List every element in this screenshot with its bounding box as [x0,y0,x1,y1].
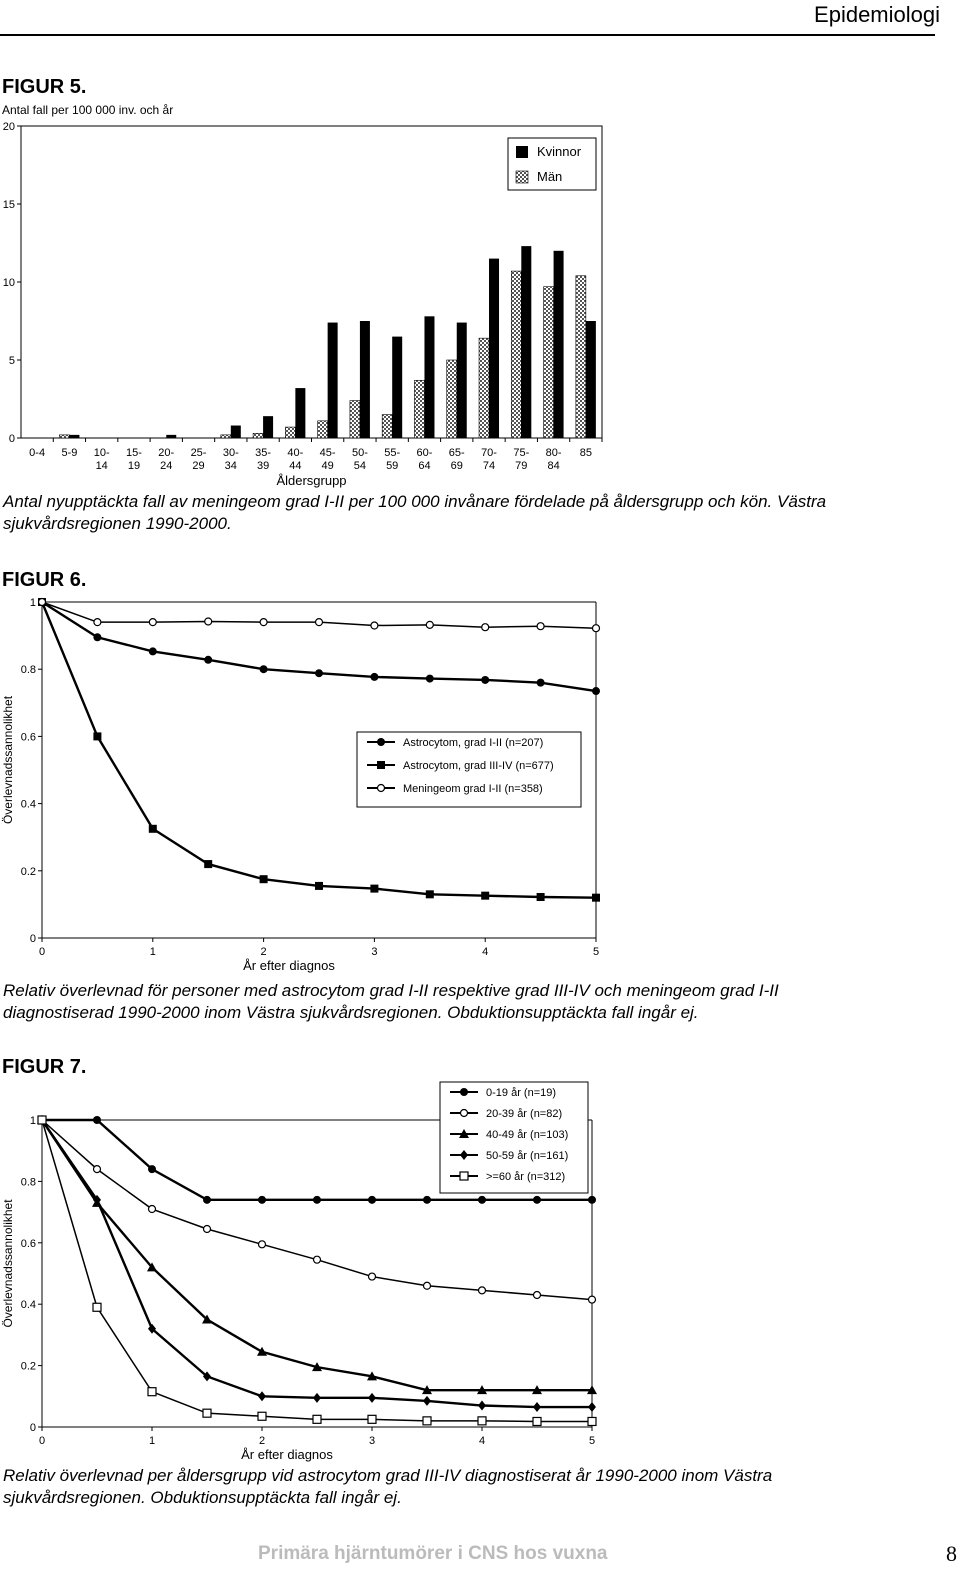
legend-label: 0-19 år (n=19) [486,1087,557,1099]
y-tick-label: 5 [8,355,15,367]
data-point [592,894,600,902]
x-tick-label: 85 [579,447,592,459]
bar-man [479,338,489,438]
x-tick-label: 4 [482,946,489,958]
bar-man [59,435,69,438]
x-tick-label: 3 [368,1435,376,1447]
figure-5-caption: Antal nyupptäckta fall av meningeom grad I-II per 100 000 invånare fördelade på åldersgrupp och kön. Västra sjukvårdsregionen 1990-2000. [3,492,827,533]
data-point [593,625,600,632]
legend-label: 50-59 år (n=161) [486,1150,569,1162]
bar-woman [424,316,434,438]
page-header-title: Epidemiologi [814,2,940,27]
data-point [258,1196,266,1204]
figure-6-label: FIGUR 6. [2,569,87,591]
x-axis-title: År efter diagnos [241,1447,333,1462]
y-tick-label: 0 [8,433,15,445]
header-divider [0,34,935,36]
y-axis-title: Överlevnadssannolikhet [1,1199,15,1328]
x-tick-label: 35-39 [255,447,272,472]
y-tick-label: 15 [2,199,15,211]
bar-man [576,276,586,438]
bar-woman [263,416,273,438]
data-point [259,1241,266,1248]
y-tick-label: 0.2 [20,865,36,878]
y-tick-label: 0 [29,1422,36,1434]
data-point [537,623,544,630]
x-tick-label: 0 [38,946,46,958]
legend-label: Astrocytom, grad I-II (n=207) [403,737,544,749]
data-point [370,673,378,681]
figure-6-caption: Relativ överlevnad för personer med astrocytom grad I-II respektive grad III-IV och meningeom grad I-II diagnostiserad 1990-2000 inom Västra sjukvårdsregionen. Obduktionsupptäckta fall ingår ej. [3,981,779,1022]
data-point [479,1287,486,1294]
data-point [314,1256,321,1263]
data-point [205,618,212,625]
data-point [589,1296,596,1303]
bar-woman [521,246,531,438]
data-point [148,1388,156,1396]
data-point [478,1417,486,1425]
y-axis-title: Antal fall per 100 000 inv. och år [2,103,174,117]
bar-man [285,427,295,438]
x-tick-label: 25-29 [190,447,207,472]
y-tick-label: 0.6 [20,1237,36,1250]
data-point [94,1166,101,1173]
x-tick-label: 1 [149,946,156,958]
data-point [39,599,46,606]
x-tick-label: 65-69 [448,447,465,472]
data-point [423,1417,431,1425]
data-point [426,890,434,898]
bar-woman [231,426,241,438]
data-point [149,825,157,833]
bar-man [414,380,424,438]
bar-man [350,401,360,438]
y-tick-label: 20 [2,121,15,133]
bar-woman [554,251,564,438]
data-point [93,1116,101,1124]
x-tick-label: 5-9 [61,447,78,459]
series-line [42,602,596,691]
y-tick-label: 1 [29,1115,36,1127]
x-axis-title: År efter diagnos [243,958,335,973]
data-point [313,1393,321,1403]
data-point [368,1196,376,1204]
y-tick-label: 0.6 [20,731,36,744]
data-point [260,619,267,626]
data-point [258,1412,266,1420]
figure-5-chart [0,100,620,492]
data-point [371,622,378,629]
x-tick-label: 70-74 [481,447,497,472]
data-point [460,1088,468,1096]
legend-label: Meningeom grad I-II (n=358) [403,783,543,795]
data-point [148,1165,156,1173]
data-point [258,1391,266,1401]
bar-woman [392,337,402,438]
data-point [588,1402,596,1412]
data-point [257,1347,267,1356]
bar-man [221,435,231,438]
data-point [315,882,323,890]
x-tick-label: 4 [478,1435,486,1447]
legend-swatch-kvinnor [516,146,528,158]
data-point [377,761,385,769]
x-tick-label: 80-84 [545,447,562,472]
data-point [368,1393,376,1403]
y-tick-label: 0.2 [20,1360,36,1373]
x-tick-label: 15-19 [126,447,142,472]
bar-man [253,433,263,438]
data-point [260,875,268,883]
x-tick-label: 20-24 [158,447,175,472]
data-point [423,1196,431,1204]
legend-label: >=60 år (n=312) [486,1171,566,1183]
data-point [426,675,434,683]
data-point [94,619,101,626]
data-point [313,1196,321,1204]
bar-man [544,287,554,438]
data-point [533,1196,541,1204]
figure-7-caption: Relativ överlevnad per åldersgrupp vid astrocytom grad III-IV diagnostiserat år 1990-2000 inom Västra sjukvårdsregionen. Obduktionsupptäckta fall ingår ej. [3,1466,773,1507]
y-tick-label: 0.4 [20,798,36,811]
data-point [426,621,433,628]
figure-7-chart [0,1078,620,1468]
bar-woman [489,259,499,438]
figure-7-label: FIGUR 7. [2,1056,87,1078]
bar-woman [360,321,370,438]
legend-label: 40-49 år (n=103) [486,1129,569,1141]
x-tick-label: 40-44 [287,447,304,472]
data-point [93,732,101,740]
legend-label: 20-39 år (n=82) [486,1108,563,1120]
legend-label: Astrocytom, grad III-IV (n=677) [403,760,554,772]
y-tick-label: 0.4 [20,1299,36,1312]
bar-woman [166,435,176,438]
data-point [537,679,545,687]
data-point [204,860,212,868]
legend-swatch-man [516,171,528,183]
data-point [592,687,600,695]
x-axis-title: Åldersgrupp [276,473,347,488]
x-tick-label: 2 [260,946,267,958]
data-point [424,1282,431,1289]
bar-man [447,360,457,438]
y-axis-title: Överlevnadssannolikhet [1,695,15,825]
x-tick-label: 5 [588,1435,596,1447]
data-point [149,619,156,626]
bar-woman [328,323,338,438]
y-tick-label: 10 [2,277,15,289]
data-point [93,1303,101,1311]
data-point [149,1206,156,1213]
data-point [478,1196,486,1204]
legend-label-man: Män [537,169,563,184]
x-tick-label: 3 [371,946,378,958]
x-tick-label: 1 [148,1435,156,1447]
x-tick-label: 55-59 [384,447,401,472]
x-tick-label: 30-34 [222,447,239,472]
data-point [313,1415,321,1423]
x-tick-label: 75-79 [513,447,530,472]
data-point [149,647,157,655]
data-point [93,633,101,641]
data-point [203,1409,211,1417]
bar-man [382,415,392,438]
data-point [533,1402,541,1412]
data-point [377,738,385,746]
x-tick-label: 0 [38,1435,46,1447]
data-point [533,1417,541,1425]
data-point [482,624,489,631]
bar-woman [69,435,79,438]
bar-man [318,421,328,438]
x-tick-label: 10-14 [93,447,110,472]
data-point [481,676,489,684]
y-tick-label: 0.8 [20,664,36,677]
x-tick-label: 0-4 [29,447,46,459]
figure-6-chart [0,590,620,980]
data-point [370,885,378,893]
data-point [315,669,323,677]
data-point [588,1196,596,1204]
data-point [38,1116,46,1124]
x-tick-label: 5 [592,946,600,958]
x-tick-label: 50-54 [351,447,368,472]
data-point [378,785,385,792]
bar-woman [457,323,467,438]
figure-5-label: FIGUR 5. [2,76,87,98]
x-tick-label: 45-49 [319,447,336,472]
bar-woman [295,388,305,438]
y-tick-label: 1 [29,597,36,609]
y-tick-label: 0.8 [20,1176,36,1189]
data-point [478,1401,486,1411]
data-point [204,1225,211,1232]
x-tick-label: 2 [258,1435,266,1447]
data-point [204,656,212,664]
data-point [423,1396,431,1406]
data-point [588,1417,596,1425]
data-point [461,1110,468,1117]
data-point [460,1172,468,1180]
data-point [481,892,489,900]
legend-label-kvinnor: Kvinnor [537,144,582,159]
data-point [260,665,268,673]
data-point [537,893,545,901]
page-number: 8 [946,1541,957,1566]
x-tick-label: 60-64 [416,447,433,472]
data-point [369,1273,376,1280]
bar-man [511,271,521,438]
data-point [534,1291,541,1298]
footer-title: Primära hjärntumörer i CNS hos vuxna [258,1543,608,1564]
y-tick-label: 0 [29,933,36,945]
data-point [203,1196,211,1204]
data-point [316,619,323,626]
bar-woman [586,321,596,438]
data-point [368,1415,376,1423]
